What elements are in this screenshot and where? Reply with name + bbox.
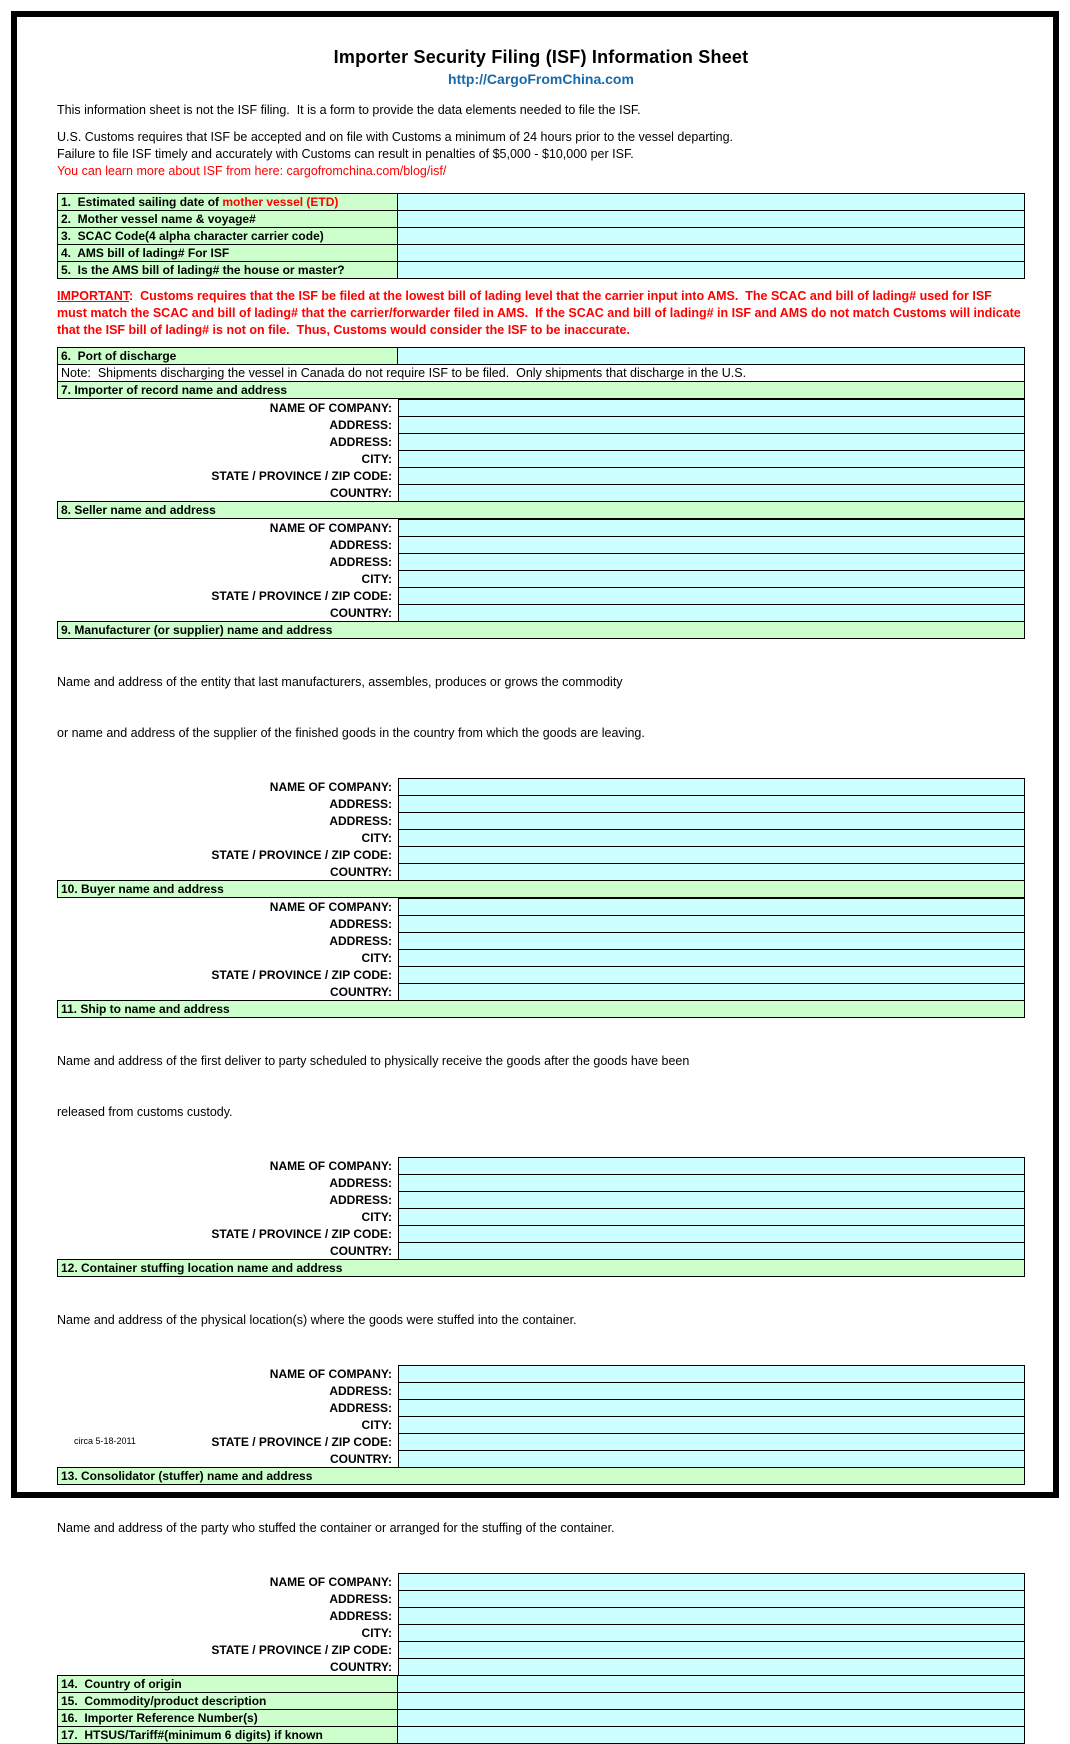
address-label: ADDRESS: (329, 1592, 392, 1606)
intro-block (57, 102, 1025, 180)
field-label (57, 244, 398, 262)
country-input[interactable] (398, 1450, 1025, 1468)
section-ship-to (57, 1000, 1025, 1260)
field-label-text: 5. Is the AMS bill of lading# the house or master? (61, 263, 345, 277)
intro-line-3: Failure to file ISF timely and accurately with Customs can result in penalties of $5,000 - $10,000 per ISF. (57, 147, 634, 161)
address-block (57, 778, 1025, 881)
country-row (57, 604, 1025, 622)
address2-input[interactable] (398, 932, 1025, 950)
important-label: IMPORTANT (57, 289, 129, 303)
vessel-name-input[interactable] (398, 210, 1025, 228)
form-row-1 (57, 193, 1025, 211)
address-label: ADDRESS: (329, 1401, 392, 1415)
company-name-input[interactable] (398, 399, 1025, 417)
company-name-input[interactable] (398, 778, 1025, 796)
address1-input[interactable] (398, 1590, 1025, 1608)
company-name-input[interactable] (398, 1365, 1025, 1383)
address2-row (57, 553, 1025, 571)
address-label: NAME OF COMPANY: (269, 1159, 392, 1173)
address-label: ADDRESS: (329, 435, 392, 449)
state-zip-row (57, 1641, 1025, 1659)
company-row (57, 898, 1025, 916)
address1-row (57, 1174, 1025, 1192)
address-label: ADDRESS: (329, 917, 392, 931)
important-text: : Customs requires that the ISF be filed at the lowest bill of lading level that the carrier input into AMS. The SCAC and bill of lading# used for ISF must match the SCAC and bill of lading# that the carrier/forwarder filed in AMS. If the SCAC and bill of lading# in ISF and AMS do not match Customs will indicate that the ISF bill of lading# is not on file. Thus, Customs would consider the ISF to be inaccurate. (57, 289, 1025, 337)
state-zip-row (57, 846, 1025, 864)
address-label: STATE / PROVINCE / ZIP CODE: (211, 1227, 392, 1241)
city-row (57, 570, 1025, 588)
company-row (57, 519, 1025, 537)
address-label: CITY: (361, 831, 392, 845)
address-label: NAME OF COMPANY: (269, 780, 392, 794)
address-label: ADDRESS: (329, 418, 392, 432)
canada-note: Note: Shipments discharging the vessel in Canada do not require ISF to be filed. Only shipments that discharge in the U.S. (57, 364, 1025, 382)
country-input[interactable] (398, 983, 1025, 1001)
address-label: NAME OF COMPANY: (269, 900, 392, 914)
etd-input[interactable] (398, 193, 1025, 211)
form-row-14 (57, 1675, 1025, 1693)
section-header: 11. Ship to name and address (57, 1000, 1025, 1018)
address-label: CITY: (361, 452, 392, 466)
address-label: COUNTRY: (330, 486, 392, 500)
company-row (57, 1573, 1025, 1591)
address-block (57, 1157, 1025, 1260)
form-row-2 (57, 210, 1025, 228)
country-input[interactable] (398, 863, 1025, 881)
city-row (57, 450, 1025, 468)
address2-row (57, 433, 1025, 451)
footer-version-note: circa 5-18-2011 (74, 1436, 136, 1446)
intro-line-2: U.S. Customs requires that ISF be accepted and on file with Customs a minimum of 24 hours prior to the vessel departing. (57, 130, 734, 144)
address1-row (57, 1382, 1025, 1400)
state-zip-input[interactable] (398, 966, 1025, 984)
address1-row (57, 915, 1025, 933)
address2-row (57, 1399, 1025, 1417)
address2-input[interactable] (398, 1399, 1025, 1417)
section-header: 8. Seller name and address (57, 501, 1025, 519)
form-row-16 (57, 1709, 1025, 1727)
address1-row (57, 1590, 1025, 1608)
address-block (57, 399, 1025, 502)
country-input[interactable] (398, 1658, 1025, 1676)
address-label: CITY: (361, 1418, 392, 1432)
form-row-6 (57, 347, 1025, 365)
state-zip-input[interactable] (398, 1433, 1025, 1451)
city-input[interactable] (398, 949, 1025, 967)
country-row (57, 1450, 1025, 1468)
address-label: ADDRESS: (329, 1384, 392, 1398)
top-field-rows (57, 193, 1025, 279)
city-input[interactable] (398, 450, 1025, 468)
field-label-text: 17. HTSUS/Tariff#(minimum 6 digits) if known (61, 1728, 323, 1742)
country-input[interactable] (398, 484, 1025, 502)
country-row (57, 484, 1025, 502)
address-block (57, 519, 1025, 622)
field-label (57, 1726, 398, 1744)
address-label: STATE / PROVINCE / ZIP CODE: (211, 848, 392, 862)
address-label: CITY: (361, 1626, 392, 1640)
address-label: COUNTRY: (330, 1244, 392, 1258)
address-label: ADDRESS: (329, 934, 392, 948)
section-note-line-1: Name and address of the physical location(s) where the goods were stuffed into the container. (57, 1313, 577, 1327)
address-label: COUNTRY: (330, 865, 392, 879)
section-manufacturer (57, 621, 1025, 881)
section-header: 10. Buyer name and address (57, 880, 1025, 898)
state-zip-input[interactable] (398, 846, 1025, 864)
address1-row (57, 795, 1025, 813)
address-label: COUNTRY: (330, 1660, 392, 1674)
section-note (57, 639, 1025, 778)
address-label: ADDRESS: (329, 814, 392, 828)
country-input[interactable] (398, 604, 1025, 622)
address-label: STATE / PROVINCE / ZIP CODE: (211, 469, 392, 483)
field-label-text: 2. Mother vessel name & voyage# (61, 212, 256, 226)
address-label: COUNTRY: (330, 606, 392, 620)
city-row (57, 829, 1025, 847)
section-note-line-2: released from customs custody. (57, 1105, 233, 1119)
country-row (57, 983, 1025, 1001)
address2-input[interactable] (398, 1607, 1025, 1625)
field-label-text: 15. Commodity/product description (61, 1694, 267, 1708)
address-label: STATE / PROVINCE / ZIP CODE: (211, 968, 392, 982)
intro-line-1: This information sheet is not the ISF filing. It is a form to provide the data elements needed to file the ISF. (57, 103, 641, 117)
address-label: COUNTRY: (330, 985, 392, 999)
address1-input[interactable] (398, 1174, 1025, 1192)
state-zip-input[interactable] (398, 1225, 1025, 1243)
state-zip-row (57, 467, 1025, 485)
section-importer-of-record (57, 381, 1025, 502)
form-row-5 (57, 261, 1025, 279)
city-row (57, 949, 1025, 967)
state-zip-row (57, 1225, 1025, 1243)
field-label (57, 210, 398, 228)
section-header: 9. Manufacturer (or supplier) name and address (57, 621, 1025, 639)
field-label (57, 1675, 398, 1693)
city-input[interactable] (398, 829, 1025, 847)
field-label-text: 4. AMS bill of lading# For ISF (61, 246, 230, 260)
state-zip-input[interactable] (398, 467, 1025, 485)
state-zip-row (57, 587, 1025, 605)
section-header: 7. Importer of record name and address (57, 381, 1025, 399)
field-label (57, 347, 398, 365)
state-zip-input[interactable] (398, 1641, 1025, 1659)
section-note (57, 1018, 1025, 1157)
address2-row (57, 1191, 1025, 1209)
country-input[interactable] (398, 1242, 1025, 1260)
company-name-input[interactable] (398, 1157, 1025, 1175)
address-label: ADDRESS: (329, 538, 392, 552)
city-row (57, 1416, 1025, 1434)
section-note-line-1: Name and address of the first deliver to party scheduled to physically receive the goods after the goods have been (57, 1054, 690, 1068)
city-input[interactable] (398, 1208, 1025, 1226)
country-row (57, 1242, 1025, 1260)
address-block (57, 1365, 1025, 1468)
address-block (57, 898, 1025, 1001)
field-label (57, 261, 398, 279)
main-form (57, 347, 1025, 1744)
field-label-text: 6. Port of discharge (61, 349, 177, 363)
address-label: STATE / PROVINCE / ZIP CODE: (211, 1435, 392, 1449)
field-label-text: 3. SCAC Code(4 alpha character carrier code) (61, 229, 324, 243)
address-label: ADDRESS: (329, 797, 392, 811)
section-consolidator (57, 1467, 1025, 1676)
address1-input[interactable] (398, 416, 1025, 434)
address-label: CITY: (361, 572, 392, 586)
address-block (57, 1573, 1025, 1676)
company-row (57, 399, 1025, 417)
page-frame (11, 11, 1059, 1742)
country-row (57, 1658, 1025, 1676)
state-zip-input[interactable] (398, 587, 1025, 605)
address1-input[interactable] (398, 1382, 1025, 1400)
house-or-master-input[interactable] (398, 261, 1025, 279)
address-label: STATE / PROVINCE / ZIP CODE: (211, 589, 392, 603)
city-input[interactable] (398, 570, 1025, 588)
address1-input[interactable] (398, 795, 1025, 813)
address2-row (57, 1607, 1025, 1625)
section-buyer (57, 880, 1025, 1001)
field-label (57, 193, 398, 211)
address2-input[interactable] (398, 812, 1025, 830)
company-row (57, 1157, 1025, 1175)
field-label-red-text: mother vessel (ETD) (222, 195, 339, 209)
intro-red-line: You can learn more about ISF from here: cargofromchina.com/blog/isf/ (57, 164, 447, 178)
scac-code-input[interactable] (398, 227, 1025, 245)
address-label: CITY: (361, 951, 392, 965)
ams-bol-input[interactable] (398, 244, 1025, 262)
field-label (57, 227, 398, 245)
importer-reference-input[interactable] (398, 1709, 1025, 1727)
section-container-stuffing (57, 1259, 1025, 1468)
section-note-line-1: Name and address of the party who stuffed the container or arranged for the stuffing of the container. (57, 1521, 615, 1535)
company-name-input[interactable] (398, 519, 1025, 537)
port-of-discharge-input[interactable] (398, 347, 1025, 365)
section-note (57, 1277, 1025, 1365)
company-row (57, 778, 1025, 796)
address-label: STATE / PROVINCE / ZIP CODE: (211, 1643, 392, 1657)
section-note (57, 1485, 1025, 1573)
htsus-tariff-input[interactable] (398, 1726, 1025, 1744)
state-zip-row (57, 1433, 1025, 1451)
company-name-input[interactable] (398, 1573, 1025, 1591)
field-label-text: 1. Estimated sailing date of (61, 195, 223, 209)
spacer (57, 119, 1025, 129)
section-note-line-1: Name and address of the entity that last manufacturers, assembles, produces or grows the commodity (57, 675, 623, 689)
address2-row (57, 812, 1025, 830)
form-row-4 (57, 244, 1025, 262)
important-notice (57, 288, 1025, 339)
form-row-17 (57, 1726, 1025, 1744)
state-zip-row (57, 966, 1025, 984)
address-label: NAME OF COMPANY: (269, 1575, 392, 1589)
address-label: NAME OF COMPANY: (269, 401, 392, 415)
commodity-description-input[interactable] (398, 1692, 1025, 1710)
address1-row (57, 536, 1025, 554)
field-label-text: 16. Importer Reference Number(s) (61, 1711, 258, 1725)
address-label: NAME OF COMPANY: (269, 1367, 392, 1381)
address1-input[interactable] (398, 536, 1025, 554)
address2-row (57, 932, 1025, 950)
form-row-3 (57, 227, 1025, 245)
section-header: 12. Container stuffing location name and address (57, 1259, 1025, 1277)
address2-input[interactable] (398, 553, 1025, 571)
address1-input[interactable] (398, 915, 1025, 933)
address1-row (57, 416, 1025, 434)
site-link[interactable]: http://CargoFromChina.com (448, 71, 634, 87)
field-label (57, 1692, 398, 1710)
address-label: NAME OF COMPANY: (269, 521, 392, 535)
field-label-text: 14. Country of origin (61, 1677, 182, 1691)
address-label: ADDRESS: (329, 1193, 392, 1207)
field-label (57, 1709, 398, 1727)
address2-input[interactable] (398, 433, 1025, 451)
address-label: CITY: (361, 1210, 392, 1224)
section-header: 13. Consolidator (stuffer) name and address (57, 1467, 1025, 1485)
company-row (57, 1365, 1025, 1383)
address-label: ADDRESS: (329, 1609, 392, 1623)
city-row (57, 1624, 1025, 1642)
address-label: ADDRESS: (329, 555, 392, 569)
page-content (17, 17, 1053, 1744)
page-title: Importer Security Filing (ISF) Information Sheet (333, 47, 749, 67)
address2-input[interactable] (398, 1191, 1025, 1209)
company-name-input[interactable] (398, 898, 1025, 916)
section-seller (57, 501, 1025, 622)
city-input[interactable] (398, 1416, 1025, 1434)
city-input[interactable] (398, 1624, 1025, 1642)
country-row (57, 863, 1025, 881)
address-label: ADDRESS: (329, 1176, 392, 1190)
country-of-origin-input[interactable] (398, 1675, 1025, 1693)
section-note-line-2: or name and address of the supplier of the finished goods in the country from which the goods are leaving. (57, 726, 645, 740)
address-label: COUNTRY: (330, 1452, 392, 1466)
form-row-15 (57, 1692, 1025, 1710)
city-row (57, 1208, 1025, 1226)
